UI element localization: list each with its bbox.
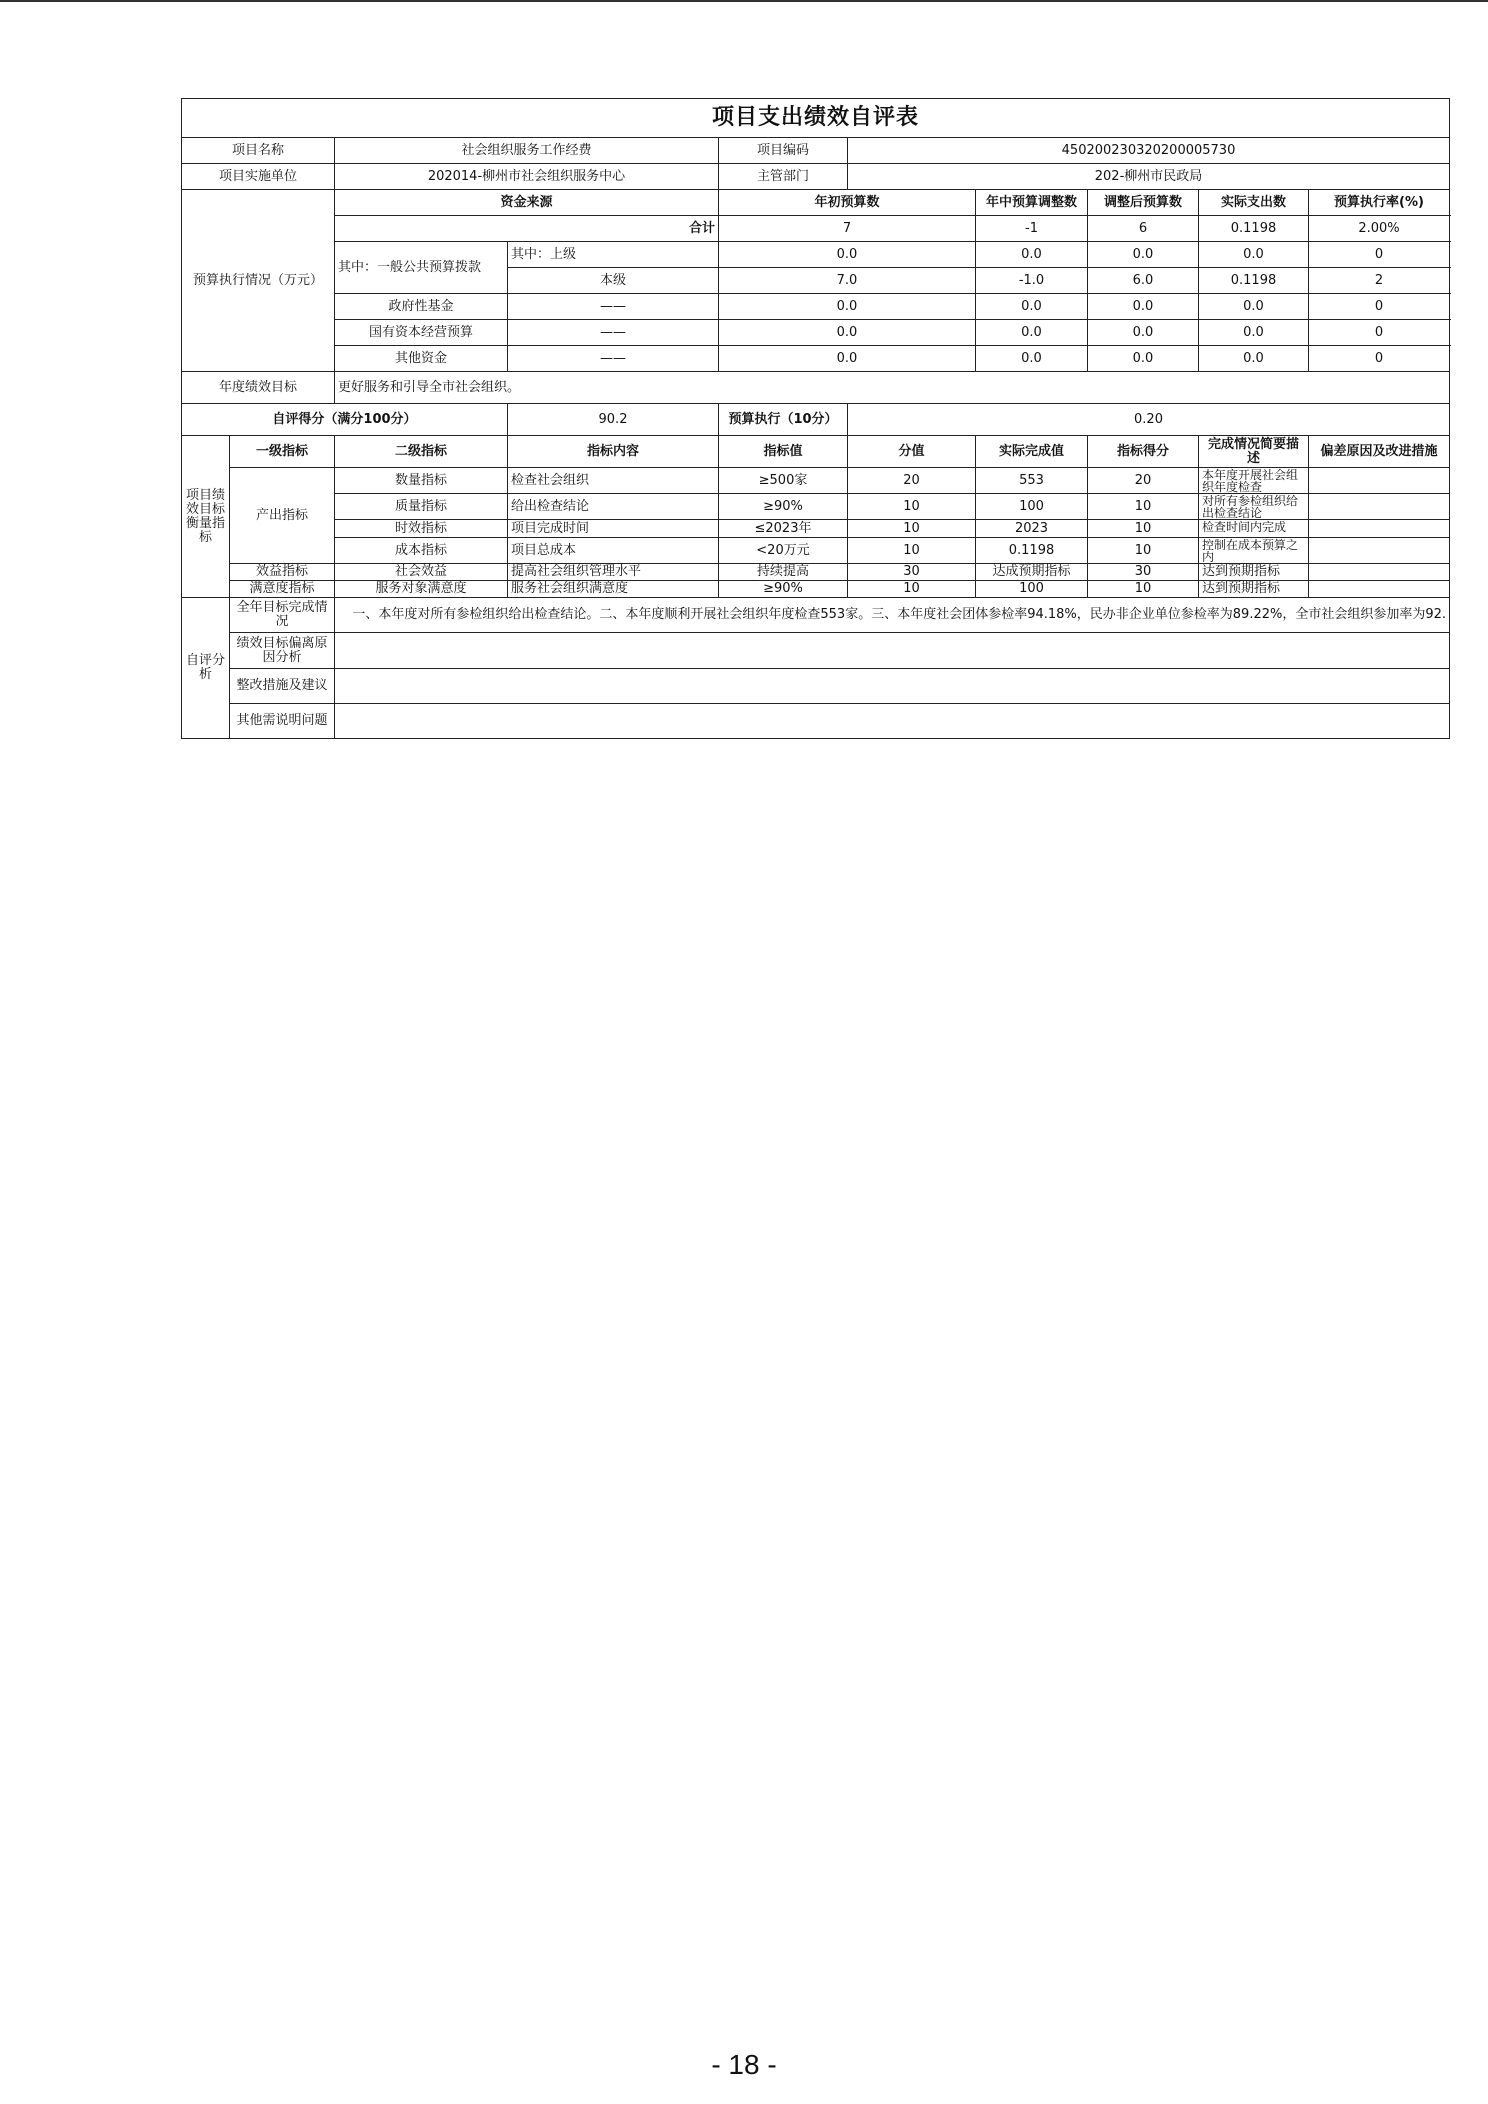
budget-cell: 7 (719, 216, 976, 242)
indicator-header: 一级指标 (230, 436, 335, 468)
indicator-header: 指标得分 (1088, 436, 1199, 468)
output-indicator-label: 产出指标 (230, 468, 335, 564)
indicator-reason (1309, 494, 1450, 520)
satisfaction-indicator-label: 满意度指标 (230, 581, 335, 598)
budget-cell: 0 (1309, 346, 1450, 372)
performance-self-evaluation-table (181, 98, 1450, 739)
budget-fund-row (182, 346, 1450, 372)
indicator-target: ≤2023年 (719, 520, 848, 538)
budget-cell: 0.0 (1088, 294, 1199, 320)
indicator-score: 10 (1088, 520, 1199, 538)
budget-exec-label: 预算执行（10分） (719, 404, 848, 436)
project-name-row (182, 138, 1450, 164)
indicator-level2: 服务对象满意度 (335, 581, 508, 598)
fund-dash: —— (508, 320, 719, 346)
self-eval-label: 绩效目标偏离原因分析 (230, 633, 335, 669)
indicator-level2: 时效指标 (335, 520, 508, 538)
self-eval-text (335, 704, 1450, 739)
budget-cell: 2.00% (1309, 216, 1450, 242)
indicator-description: 达到预期指标 (1199, 564, 1309, 581)
project-name-value: 社会组织服务工作经费 (335, 138, 719, 164)
budget-cell: 0.0 (1199, 346, 1309, 372)
indicator-score: 30 (1088, 564, 1199, 581)
annual-goal-row (182, 372, 1450, 404)
budget-total-label: 合计 (335, 216, 719, 242)
indicator-description: 本年度开展社会组织年度检查 (1199, 468, 1309, 494)
supervising-dept-label: 主管部门 (719, 164, 848, 190)
score-row (182, 404, 1450, 436)
indicator-content: 提高社会组织管理水平 (508, 564, 719, 581)
project-code-label: 项目编码 (719, 138, 848, 164)
budget-cell: 0.0 (1199, 320, 1309, 346)
self-eval-label: 整改措施及建议 (230, 669, 335, 704)
indicator-target: 持续提高 (719, 564, 848, 581)
indicator-actual: 553 (976, 468, 1088, 494)
indicator-actual: 2023 (976, 520, 1088, 538)
budget-fund-row (182, 294, 1450, 320)
indicator-level2: 成本指标 (335, 538, 508, 564)
budget-cell: 0.0 (719, 242, 976, 268)
project-code-value: 450200230320200005730 (848, 138, 1450, 164)
fund-dash: —— (508, 294, 719, 320)
budget-exec-value: 0.20 (848, 404, 1450, 436)
indicator-header: 完成情况简要描述 (1199, 436, 1309, 468)
indicator-level2: 质量指标 (335, 494, 508, 520)
indicator-description: 对所有参检组织给出检查结论 (1199, 494, 1309, 520)
budget-cell: 0 (1309, 320, 1450, 346)
indicator-actual: 100 (976, 581, 1088, 598)
indicator-header-row (182, 436, 1450, 468)
annual-goal-label: 年度绩效目标 (182, 372, 335, 404)
self-eval-row (182, 669, 1450, 704)
indicator-content: 检查社会组织 (508, 468, 719, 494)
budget-cell: 0 (1309, 242, 1450, 268)
budget-cell: 0.0 (1199, 242, 1309, 268)
budget-cell: 0.0 (719, 320, 976, 346)
budget-superior-row (182, 242, 1450, 268)
indicator-header: 分值 (848, 436, 976, 468)
indicator-header: 偏差原因及改进措施 (1309, 436, 1450, 468)
indicator-header: 实际完成值 (976, 436, 1088, 468)
indicator-weight: 30 (848, 564, 976, 581)
project-name-label: 项目名称 (182, 138, 335, 164)
implementing-unit-label: 项目实施单位 (182, 164, 335, 190)
fund-label: 国有资本经营预算 (335, 320, 508, 346)
indicator-reason (1309, 520, 1450, 538)
indicator-actual: 100 (976, 494, 1088, 520)
indicator-weight: 10 (848, 538, 976, 564)
budget-header-adjust: 年中预算调整数 (976, 190, 1088, 216)
indicator-target: ≥90% (719, 581, 848, 598)
indicator-target: ≥90% (719, 494, 848, 520)
budget-cell: 6.0 (1088, 268, 1199, 294)
indicator-reason (1309, 581, 1450, 598)
budget-cell: 0.1198 (1199, 268, 1309, 294)
benefit-indicator-label: 效益指标 (230, 564, 335, 581)
budget-cell: 0.0 (719, 346, 976, 372)
indicator-reason (1309, 468, 1450, 494)
budget-cell: -1.0 (976, 268, 1088, 294)
indicator-row (182, 581, 1450, 598)
indicator-content: 给出检查结论 (508, 494, 719, 520)
budget-cell: 0.0 (1199, 294, 1309, 320)
indicator-row (182, 520, 1450, 538)
page-top-border (0, 0, 1488, 2)
indicator-row (182, 494, 1450, 520)
form-title: 项目支出绩效自评表 (182, 99, 1450, 138)
indicator-actual: 0.1198 (976, 538, 1088, 564)
self-eval-row (182, 633, 1450, 669)
budget-section-label: 预算执行情况（万元） (182, 190, 335, 372)
annual-goal-text: 更好服务和引导全市社会组织。 (335, 372, 1450, 404)
self-eval-row (182, 704, 1450, 739)
indicator-row (182, 468, 1450, 494)
budget-cell: -1 (976, 216, 1088, 242)
indicator-content: 服务社会组织满意度 (508, 581, 719, 598)
budget-cell: 0.0 (1088, 346, 1199, 372)
self-eval-text-content: 一、本年度对所有参检组织给出检查结论。二、本年度顺利开展社会组织年度检查553家。三、本年度社会团体参检率94.18%，民办非企业单位参检率为89.22%，全市社会组织参加率为92. (352, 607, 1447, 622)
page-number: - 18 - (711, 2049, 777, 2080)
indicator-level2: 社会效益 (335, 564, 508, 581)
budget-header-rate: 预算执行率(%) (1309, 190, 1450, 216)
indicator-score: 10 (1088, 581, 1199, 598)
budget-cell: 0.0 (976, 346, 1088, 372)
budget-header-source: 资金来源 (335, 190, 719, 216)
indicator-header: 指标内容 (508, 436, 719, 468)
implementing-unit-value: 202014-柳州市社会组织服务中心 (335, 164, 719, 190)
fund-dash: —— (508, 346, 719, 372)
indicator-score: 10 (1088, 538, 1199, 564)
self-eval-text (335, 598, 1450, 633)
budget-cell: 6 (1088, 216, 1199, 242)
self-score-value: 90.2 (508, 404, 719, 436)
budget-cell: 2 (1309, 268, 1450, 294)
local-label: 本级 (508, 268, 719, 294)
general-budget-label: 其中：一般公共预算拨款 (335, 242, 508, 294)
budget-cell: 0.0 (1088, 242, 1199, 268)
indicator-header: 指标值 (719, 436, 848, 468)
budget-header-actual: 实际支出数 (1199, 190, 1309, 216)
indicator-weight: 10 (848, 581, 976, 598)
indicator-weight: 10 (848, 520, 976, 538)
budget-cell: 0.0 (976, 294, 1088, 320)
indicator-score: 20 (1088, 468, 1199, 494)
budget-cell: 0.0 (976, 242, 1088, 268)
budget-cell: 0.0 (976, 320, 1088, 346)
budget-header-initial: 年初预算数 (719, 190, 976, 216)
indicator-weight: 20 (848, 468, 976, 494)
self-eval-label: 其他需说明问题 (230, 704, 335, 739)
indicator-row (182, 564, 1450, 581)
indicator-content: 项目完成时间 (508, 520, 719, 538)
supervising-dept-value: 202-柳州市民政局 (848, 164, 1450, 190)
indicator-target: ≥500家 (719, 468, 848, 494)
indicator-description: 达到预期指标 (1199, 581, 1309, 598)
fund-label: 其他资金 (335, 346, 508, 372)
indicator-content: 项目总成本 (508, 538, 719, 564)
budget-cell: 0.0 (719, 294, 976, 320)
budget-header-row (182, 190, 1450, 216)
indicator-reason (1309, 564, 1450, 581)
self-eval-label: 全年目标完成情况 (230, 598, 335, 633)
indicator-target: <20万元 (719, 538, 848, 564)
indicator-header: 二级指标 (335, 436, 508, 468)
indicator-reason (1309, 538, 1450, 564)
budget-cell: 0.0 (1088, 320, 1199, 346)
budget-fund-row (182, 320, 1450, 346)
budget-header-adjusted: 调整后预算数 (1088, 190, 1199, 216)
indicator-section-label: 项目绩效目标衡量指标 (182, 436, 230, 598)
self-eval-section-label: 自评分析 (182, 598, 230, 739)
budget-cell: 7.0 (719, 268, 976, 294)
budget-cell: 0.1198 (1199, 216, 1309, 242)
superior-label: 其中：上级 (508, 242, 719, 268)
budget-cell: 0 (1309, 294, 1450, 320)
self-score-label: 自评得分（满分100分） (182, 404, 508, 436)
indicator-level2: 数量指标 (335, 468, 508, 494)
budget-total-row (182, 216, 1450, 242)
indicator-description: 检查时间内完成 (1199, 520, 1309, 538)
indicator-description: 控制在成本预算之内 (1199, 538, 1309, 564)
project-unit-row (182, 164, 1450, 190)
indicator-row (182, 538, 1450, 564)
self-eval-text (335, 669, 1450, 704)
fund-label: 政府性基金 (335, 294, 508, 320)
indicator-score: 10 (1088, 494, 1199, 520)
self-eval-text (335, 633, 1450, 669)
indicator-weight: 10 (848, 494, 976, 520)
self-eval-row (182, 598, 1450, 633)
indicator-actual: 达成预期指标 (976, 564, 1088, 581)
